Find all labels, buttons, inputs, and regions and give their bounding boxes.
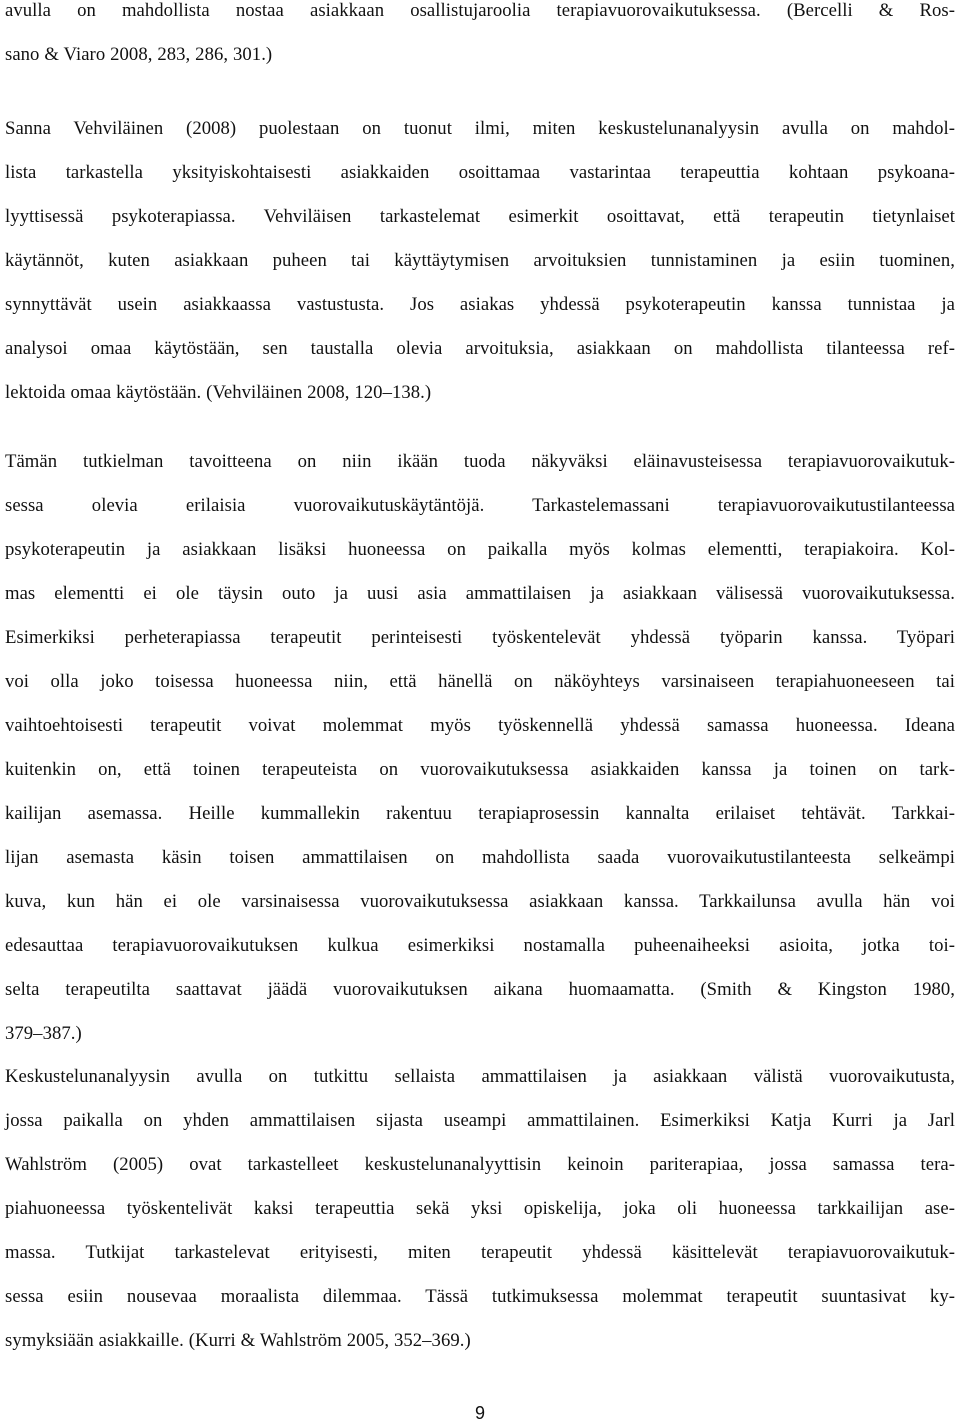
paragraph-line: kailijan asemassa. Heille kummallekin rakentuu terapiaprosessin kannalta erilaiset tehtävät. Tarkkai- [5, 803, 955, 824]
paragraph-line: analysoi omaa käytöstään, sen taustalla olevia arvoituksia, asiakkaan on mahdollista tilanteessa ref- [5, 338, 955, 359]
paragraph-line: Tämän tutkielman tavoitteena on niin ikään tuoda näkyväksi eläinavusteisessa terapiavuorovaikutuk- [5, 451, 955, 472]
paragraph-line: sessa esiin nousevaa moraalista dilemmaa. Tässä tutkimuksessa molemmat terapeutit suuntasivat ky- [5, 1286, 955, 1307]
paragraph-line: piahuoneessa työskentelivät kaksi terapeuttia sekä yksi opiskelija, joka oli huoneessa tarkkailijan ase- [5, 1198, 955, 1219]
page-number: 9 [474, 1403, 485, 1423]
paragraph-line: sessa olevia erilaisia vuorovaikutuskäytäntöjä. Tarkastelemassani terapiavuorovaikutustilanteessa [5, 495, 955, 516]
paragraph-line: 379–387.) [5, 1023, 82, 1044]
paragraph-line: Esimerkiksi perheterapiassa terapeutit perinteisesti työskentelevät yhdessä työparin kanssa. Työpari [5, 627, 955, 648]
paragraph-line: symyksiään asiakkaille. (Kurri & Wahlström 2005, 352–369.) [5, 1330, 471, 1351]
paragraph-line: kuitenkin on, että toinen terapeuteista on vuorovaikutuksessa asiakkaiden kanssa ja toinen on tark- [5, 759, 955, 780]
paragraph-line: psykoterapeutin ja asiakkaan lisäksi huoneessa on paikalla myös kolmas elementti, terapiakoira. Kol- [5, 539, 955, 560]
paragraph-line: Wahlström (2005) ovat tarkastelleet keskustelunanalyyttisin keinoin pariterapiaa, jossa samassa tera- [5, 1154, 955, 1175]
paragraph-4 [5, 1055, 955, 1363]
paragraph-line: kuva, kun hän ei ole varsinaisessa vuorovaikutuksessa asiakkaan kanssa. Tarkkailunsa avulla hän voi [5, 891, 955, 912]
paragraph-line: lijan asemasta käsin toisen ammattilaisen on mahdollista saada vuorovaikutustilanteesta selkeämpi [5, 847, 955, 868]
paragraph-line: mas elementti ei ole täysin outo ja uusi asia ammattilaisen ja asiakkaan välisessä vuorovaikutuksessa. [5, 583, 955, 604]
paragraph-line: vaihtoehtoisesti terapeutit voivat molemmat myös työskennellä yhdessä samassa huoneessa. Ideana [5, 715, 955, 736]
paragraph-line: lista tarkastella yksityiskohtaisesti asiakkaiden osoittamaa vastarintaa terapeuttia kohtaan psykoana- [5, 162, 955, 183]
paragraph-line: Keskustelunanalyysin avulla on tutkittu sellaista ammattilaisen ja asiakkaan välistä vuorovaikutusta, [5, 1066, 955, 1087]
paragraph-line: sano & Viaro 2008, 283, 286, 301.) [5, 44, 273, 65]
paragraph-line: käytännöt, kuten asiakkaan puheen tai käyttäytymisen arvoituksien tunnistaminen ja esiin tuominen, [5, 250, 955, 271]
paragraph-line: lyyttisessä psykoterapiassa. Vehviläisen tarkastelemat esimerkit osoittavat, että terapeutin tietynlaiset [5, 206, 955, 227]
paragraph-2 [5, 107, 955, 415]
paragraph-1 [5, 0, 955, 77]
paragraph-3 [5, 440, 955, 1056]
paragraph-line: synnyttävät usein asiakkaassa vastustusta. Jos asiakas yhdessä psykoterapeutin kanssa tunnistaa ja [5, 294, 955, 315]
paragraph-line: Sanna Vehviläinen (2008) puolestaan on tuonut ilmi, miten keskustelunanalyysin avulla on mahdol- [5, 118, 955, 139]
paragraph-line: jossa paikalla on yhden ammattilaisen sijasta useampi ammattilainen. Esimerkiksi Katja Kurri ja Jarl [5, 1110, 955, 1131]
paragraph-line: massa. Tutkijat tarkastelevat erityisesti, miten terapeutit yhdessä käsittelevät terapiavuorovaikutuk- [5, 1242, 955, 1263]
paragraph-line: avulla on mahdollista nostaa asiakkaan osallistujaroolia terapiavuorovaikutuksessa. (Bercelli & Ros- [5, 0, 955, 21]
paragraph-line: edesauttaa terapiavuorovaikutuksen kulkua esimerkiksi nostamalla puheenaiheeksi asioita, jotka toi- [5, 935, 955, 956]
paragraph-line: voi olla joko toisessa huoneessa niin, että hänellä on näköyhteys varsinaiseen terapiahuoneeseen tai [5, 671, 955, 692]
paragraph-line: selta terapeutilta saattavat jäädä vuorovaikutuksen aikana huomaamatta. (Smith & Kingston 1980, [5, 979, 955, 1000]
paragraph-line: lektoida omaa käytöstään. (Vehviläinen 2008, 120–138.) [5, 382, 432, 403]
